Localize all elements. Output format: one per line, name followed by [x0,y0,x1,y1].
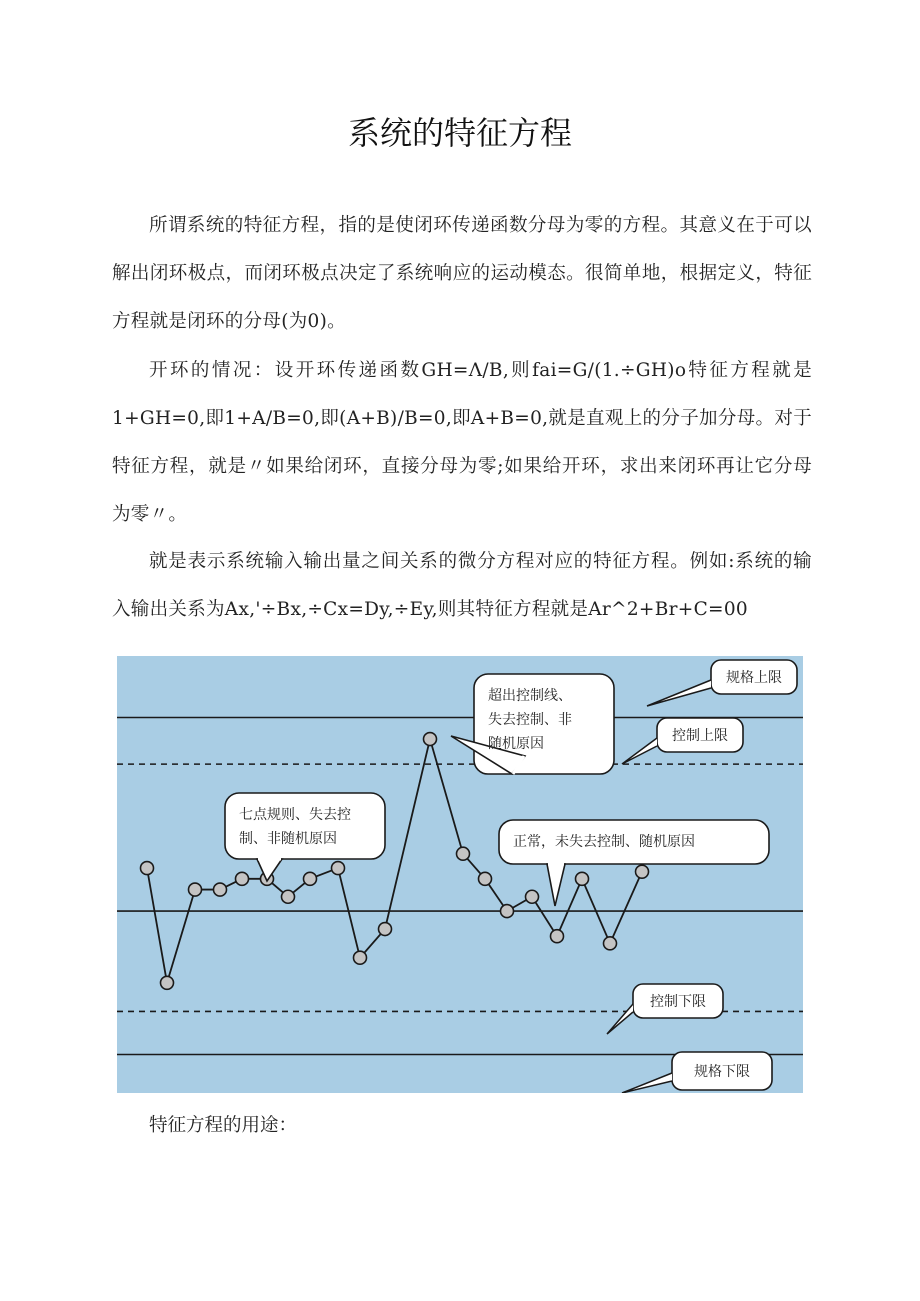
data-point-12 [457,847,470,860]
data-point-15 [526,890,539,903]
data-point-13 [479,872,492,885]
limit-tag-label: 规格下限 [694,1064,750,1080]
data-point-14 [501,905,514,918]
limit-tag-label: 控制下限 [650,994,706,1010]
callout-text: 正常，未失去控制、随机原因 [513,834,695,850]
paragraph-open-loop: 开环的情况：设开环传递函数GH=Λ/B,则fai=G/(1.÷GH)o特征方程就是1+GH=0,即1+A/B=0,即(A+B)/B=0,即A+B=0,就是直观上的分子加分母。对于特征方程，就是〃如果给闭环，直接分母为零;如果给开环，求出来闭环再让它分母为零〃。 [112,360,812,525]
callout-text: 超出控制线、 [488,688,572,704]
callout-text: 七点规则、失去控 [239,807,351,823]
data-point-18 [604,937,617,950]
data-point-0 [141,862,154,875]
callout-text: 失去控制、非 [488,712,572,728]
callout-text: 制、非随机原因 [239,831,337,847]
callout-box [225,793,385,859]
page-title: 系统的特征方程 [347,114,572,152]
callout-text: 随机原因 [488,736,544,752]
data-point-4 [236,872,249,885]
data-point-3 [214,883,227,896]
data-point-6 [282,890,295,903]
data-point-7 [304,872,317,885]
control-chart [117,656,803,1093]
control-chart-figure [117,656,803,1093]
data-point-2 [189,883,202,896]
limit-tag-label: 控制上限 [672,728,728,744]
data-point-8 [332,862,345,875]
data-point-10 [379,923,392,936]
data-point-16 [551,930,564,943]
limit-tag-label: 规格上限 [726,670,782,686]
data-point-19 [636,865,649,878]
paragraph-differential: 就是表示系统输入输出量之间关系的微分方程对应的特征方程。例如:系统的输入输出关系为Ax,'÷Bx,÷Cx=Dy,÷Ey,则其特征方程就是Ar^2+Br+C=00 [112,551,812,620]
paragraph-intro: 所谓系统的特征方程，指的是使闭环传递函数分母为零的方程。其意义在于可以解出闭环极点，而闭环极点决定了系统响应的运动模态。很简单地，根据定义，特征方程就是闭环的分母(为0)。 [112,215,812,332]
data-point-11 [424,733,437,746]
callout-0 [451,674,614,774]
data-point-9 [354,951,367,964]
data-point-17 [576,872,589,885]
data-point-1 [161,976,174,989]
subheading-usage: 特征方程的用途： [149,1115,298,1136]
